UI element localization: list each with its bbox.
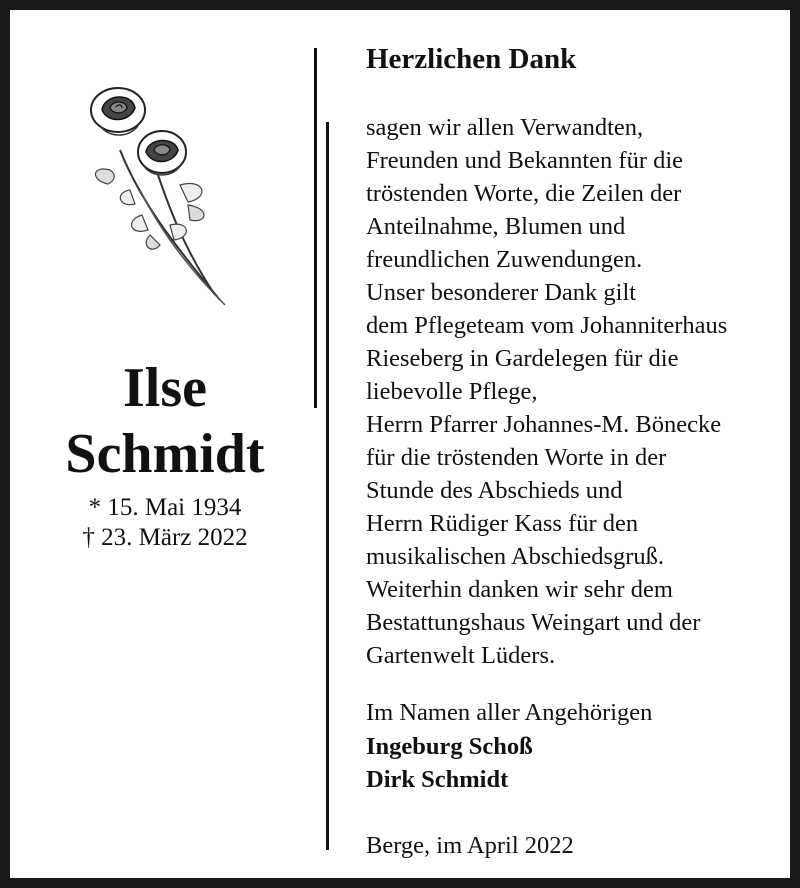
body-line: für die tröstenden Worte in der: [366, 444, 667, 471]
body-line: dem Pflegeteam vom Johanniterhaus: [366, 312, 728, 339]
body-line: Unser besonderer Dank gilt: [366, 279, 637, 306]
body-line: musikalischen Abschiedsgruß.: [366, 543, 665, 570]
body-line: sagen wir allen Verwandten,: [366, 114, 644, 141]
deceased-first-name: Ilse: [123, 357, 207, 419]
body-line: tröstenden Worte, die Zeilen der: [366, 180, 682, 207]
body-line: Stunde des Abschieds und: [366, 477, 623, 504]
deceased-last-name: Schmidt: [65, 423, 265, 485]
body-line: Bestattungshaus Weingart und der: [366, 609, 701, 636]
divider-line: [314, 48, 317, 408]
place-date: Berge, im April 2022: [366, 832, 574, 859]
body-line: Gartenwelt Lüders.: [366, 642, 556, 669]
signatory-name: Dirk Schmidt: [366, 766, 509, 793]
body-line: Herrn Pfarrer Johannes-M. Bönecke: [366, 411, 722, 438]
closing-line: Im Namen aller Angehörigen: [366, 699, 653, 726]
body-line: Weiterhin danken wir sehr dem: [366, 576, 673, 603]
body-line: Herrn Rüdiger Kass für den: [366, 510, 639, 537]
thank-you-text: [366, 111, 786, 672]
body-line: Rieseberg in Gardelegen für die: [366, 345, 679, 372]
body-line: liebevolle Pflege,: [366, 378, 538, 405]
rose-icon: [80, 80, 240, 310]
signatory-name: Ingeburg Schoß: [366, 733, 533, 760]
divider-line: [326, 122, 329, 850]
body-line: Freunden und Bekannten für die: [366, 147, 684, 174]
death-date: † 23. März 2022: [82, 524, 248, 551]
body-line: Anteilnahme, Blumen und: [366, 213, 626, 240]
body-line: freundlichen Zuwendungen.: [366, 246, 643, 273]
heading: Herzlichen Dank: [366, 43, 577, 75]
birth-date: * 15. Mai 1934: [88, 494, 242, 521]
